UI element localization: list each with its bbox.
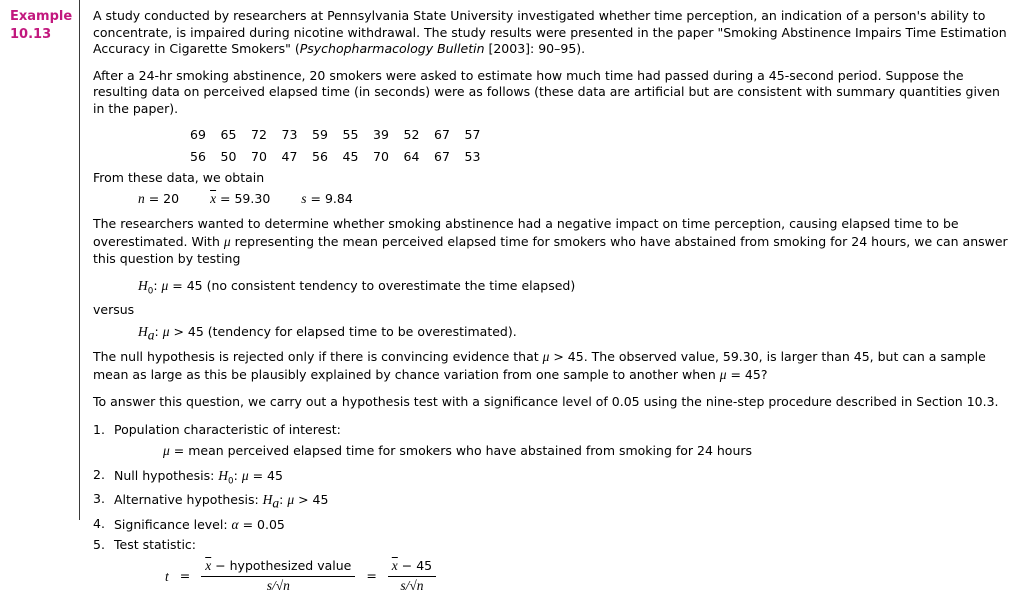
h-symbol: H <box>138 278 148 294</box>
s-variable: s <box>301 190 307 206</box>
mu-symbol: μ <box>287 492 295 508</box>
stat-n <box>138 191 179 206</box>
stat-xbar <box>210 191 270 206</box>
perceived-time-data <box>190 127 1010 165</box>
s-value: = 9.84 <box>306 190 353 206</box>
null-hypothesis-line <box>138 277 1010 298</box>
fraction-general <box>201 558 355 595</box>
step-1 <box>93 422 1010 439</box>
step-3-number: 3. <box>93 491 105 507</box>
paragraph-research-question <box>93 216 1010 267</box>
test-statistic-formula <box>165 558 1010 595</box>
ha-subscript: a <box>147 327 155 343</box>
paragraph-rejection-logic <box>93 348 1010 384</box>
mu-symbol: μ <box>162 323 170 339</box>
p3-text-a: The researchers wanted to determine whether smoking abstinence had a negative impact on time perception, causing elapsed time to be overestimated. With <box>93 216 959 249</box>
mu-symbol: μ <box>719 366 727 382</box>
n-variable: n <box>138 190 145 206</box>
journal-title: Psychopharmacology Bulletin <box>299 41 485 56</box>
example-label <box>10 8 75 43</box>
p1-text-a: A study conducted by researchers at Pennsylvania State University investigated whether time perception, an indication of a person's ability to concentrate, is impaired during nicotine withdrawal. The study results were presented in the paper "Smoking Abstinence Impairs Time Estimation Accuracy in Cigarette Smokers" ( <box>93 8 1007 56</box>
mu-symbol: μ <box>542 348 550 364</box>
step-4-value: = 0.05 <box>238 516 285 532</box>
p4-text-a: The null hypothesis is rejected only if there is convincing evidence that <box>93 348 543 364</box>
step-4 <box>93 516 1010 534</box>
h0-statement: = 45 (no consistent tendency to overestimate the time elapsed) <box>168 278 576 294</box>
fraction-general-denominator <box>201 577 355 595</box>
obtain-lead: From these data, we obtain <box>93 170 265 185</box>
p1-text-b: [2003]: 90–95). <box>484 41 586 56</box>
summary-statistics <box>138 190 1010 208</box>
standard-error-expression: s/√n <box>400 577 424 593</box>
step-5-number: 5. <box>93 536 105 552</box>
p3-text-b: representing the mean perceived elapsed time for smokers who have abstained from smoking for 24 hours, we can answer this question by testing <box>93 233 1008 266</box>
ha-statement: > 45 (tendency for elapsed time to be overestimated). <box>169 323 517 339</box>
n-value: = 20 <box>144 190 180 206</box>
h-symbol: H <box>138 323 148 339</box>
step-3-label: Alternative hypothesis: <box>114 492 263 508</box>
paragraph-study-intro <box>93 8 1010 58</box>
fraction-specific-numerator <box>388 558 436 577</box>
xbar-variable: $\overline{x}$ <box>205 558 212 574</box>
step-2-text <box>114 467 283 488</box>
fraction-general-numerator <box>201 558 355 577</box>
step-3-colon: : <box>279 492 288 508</box>
alternative-hypothesis-line <box>138 323 1010 344</box>
step-2-label: Null hypothesis: <box>114 468 219 484</box>
paragraph-experiment <box>93 68 1010 118</box>
data-row-2: 56 50 70 47 56 45 70 64 67 53 <box>190 148 481 164</box>
ha-subscript: a <box>272 495 280 511</box>
mu-symbol: μ <box>223 233 231 249</box>
step-3-value: > 45 <box>294 492 329 508</box>
p2-text: After a 24-hr smoking abstinence, 20 smokers were asked to estimate how much time had passed during a 45-second period. Suppose the resulting data on perceived elapsed time (in seconds) were as follows (these data are artificial but are consistent with summary quantities given in the paper). <box>93 67 1000 116</box>
step-3 <box>93 491 1010 512</box>
data-row-1: 69 65 72 73 59 55 39 52 67 57 <box>190 127 481 142</box>
step-5 <box>93 537 1010 554</box>
example-content <box>80 0 1024 593</box>
mu-symbol: μ <box>161 278 169 294</box>
xbar-value: = 59.30 <box>216 190 271 206</box>
standard-error-expression: s/√n <box>266 577 290 593</box>
stat-s <box>301 191 353 206</box>
ha-colon: : <box>154 323 163 339</box>
h-symbol: H <box>218 468 229 484</box>
numerator-text: − hypothesized value <box>211 558 352 574</box>
h-symbol: H <box>262 492 273 508</box>
equals-sign: = <box>366 568 377 584</box>
mu-symbol: μ <box>241 468 249 484</box>
p4-text-c: = 45? <box>726 366 768 382</box>
step-2-value: = 45 <box>248 468 283 484</box>
alpha-symbol: α <box>231 516 239 532</box>
numerator-text: − 45 <box>397 558 433 574</box>
step-5-text: Test statistic: <box>114 536 197 552</box>
procedure-steps <box>93 422 1010 595</box>
equals-sign: = <box>179 568 191 584</box>
step-4-number: 4. <box>93 515 105 531</box>
step-4-text <box>114 516 285 534</box>
mu-symbol: μ <box>163 442 170 458</box>
h0-colon: : <box>153 278 162 294</box>
step-2-colon: : <box>233 468 242 484</box>
example-number: 10.13 <box>10 26 52 42</box>
step-1-number: 1. <box>93 422 105 438</box>
step-4-label: Significance level: <box>114 516 232 532</box>
step-1-definition <box>163 442 1010 460</box>
step-1-text: Population characteristic of interest: <box>114 422 341 438</box>
h0-subscript: 0 <box>147 286 154 297</box>
example-word: Example <box>10 9 73 24</box>
paragraph-procedure-intro <box>93 394 1010 411</box>
t-variable: t <box>165 568 169 584</box>
step-2 <box>93 467 1010 488</box>
p5-text: To answer this question, we carry out a hypothesis test with a significance level of 0.05 using the nine-step procedure described in Section 10.3. <box>93 393 999 409</box>
xbar-variable: $\overline{x}$ <box>391 558 398 574</box>
versus-text: versus <box>93 302 135 318</box>
fraction-specific <box>388 558 436 595</box>
fraction-specific-denominator <box>388 577 436 595</box>
h0-subscript: 0 <box>228 476 234 487</box>
step-2-number: 2. <box>93 467 105 483</box>
example-label-column <box>0 0 79 520</box>
p4-text-b: > 45. The observed value, 59.30, is larger than 45, but can a sample mean as large as this be plausibly explained by chance variation from one sample to another when <box>93 348 986 382</box>
step-3-text <box>114 491 328 512</box>
xbar-variable: $\overline{x}$ <box>210 190 217 206</box>
mu-definition: = mean perceived elapsed time for smokers who have abstained from smoking for 24 hours <box>169 442 753 458</box>
